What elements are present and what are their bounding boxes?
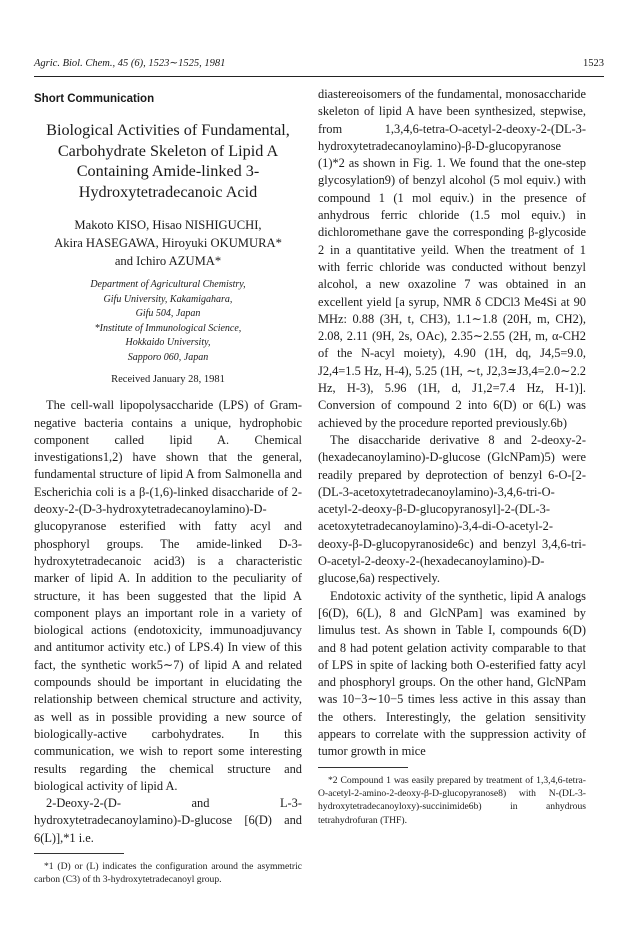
footnote: *2 Compound 1 was easily prepared by treatment of 1,3,4,6-tetra-O-acetyl-2-amino-2-deoxy-β-D-glucopyranose8) with N-(DL-3-hydroxytetradecanoyloxy)-succinimide6b) in anhydrous tetrahydrofuran (THF). [318,774,586,826]
affiliation-line: Sapporo 060, Japan [127,351,209,363]
body-paragraph: diastereoisomers of the fundamental, monosaccharide skeleton of lipid A have been synthesized, stepwise, from 1,3,4,6-tetra-O-acetyl-2-deoxy-2-(DL-3-hydroxytetradecanoylamino)-β-D-glucopyranose (1)*2 as shown in Fig. 1. We found that the one-step glycosylation9) of benzyl alcohol (5 mol equiv.) with compound 1 (1 mol equiv.) in the presence of anhydrous ferric chloride (1.5 mol equiv.) in dichloromethane gave the corresponding β-glycoside 2 in a quantitative yeild. When the treatment of 1 with ferric chloride was conducted without benzyl alcohol, a new oxazoline 7 was obtained in an excellent yield [a syrup, NMR δ CDCl3 Me4Si at 90 MHz: 0.88 (3H, t, CH3), 1.1∼1.8 (20H, m, CH2), 2.08, 2.11 (9H, 2s, OAc), 2.35∼2.55 (2H, m, α-CH2 of the N-acyl moiety), 4.90 (1H, dq, J4,5=9.0, J2,4=1.5 Hz, H-4), 5.25 (1H, ∼t, J2,3≃J3,4=2.0∼2.2 Hz, H-3), 5.96 (1H, d, J1,2=7.4 Hz, H-1)]. Conversion of compound 2 into 6(D) or 6(L) was achieved by the procedure reported previously.6b) [318,87,586,430]
author-line: Makoto KISO, Hisao NISHIGUCHI, [74,218,262,233]
right-column [318,86,586,827]
author-line: and Ichiro AZUMA* [114,254,222,269]
received-date: Received January 28, 1981 [111,374,225,386]
page-number: 1523 [583,58,604,69]
affiliation-line: *Institute of Immunological Science, [94,322,242,334]
left-column [34,86,302,887]
footnote: *1 (D) or (L) indicates the configuration around the asymmetric carbon (C3) of th 3-hydroxytetradecanoyl group. [34,861,302,886]
article-title: Biological Activities of Fundamental, Carbohydrate Skeleton of Lipid A Containing Amide-linked 3-Hydroxytetradecanoic Acid [46,121,290,201]
section-label: Short Communication [34,93,155,105]
body-paragraph: 2-Deoxy-2-(D- and L-3-hydroxytetradecanoylamino)-D-glucose [6(D) and 6(L)],*1 i.e. [34,796,302,845]
running-header [34,56,604,72]
body-paragraph: Endotoxic activity of the synthetic, lipid A analogs [6(D), 6(L), 8 and GlcNPam] was examined by limulus test. As shown in Table I, compounds 6(D) and 8 had potent gelation activity comparable to that of LPS in spite of lacking both O-esterified fatty acyl and phosphoryl groups. On the other hand, GlcNPam was 10−3∼10−5 times less active in this assay than the others. Interestingly, the gelation sensitivity appears to correlate with the suppression activity of tumor growth in mice [318,588,586,759]
affiliation-line: Department of Agricultural Chemistry, [90,279,246,291]
affiliations [34,278,302,365]
author-line: Akira HASEGAWA, Hiroyuki OKUMURA* [54,236,282,251]
footnote-rule [34,853,124,854]
journal-citation: Agric. Biol. Chem., 45 (6), 1523∼1525, 1981 [34,58,226,69]
affiliation-line: Gifu University, Kakamigahara, [103,293,233,305]
author-list [34,216,302,270]
footnote-rule [318,767,408,768]
body-paragraph: The disaccharide derivative 8 and 2-deoxy-2-(hexadecanoylamino)-D-glucose (GlcNPam)5) were readily prepared by deprotection of benzyl 6-O-[2-(DL-3-acetoxytetradecanoylamino)-3,4,6-tri-O-acetyl-2-deoxy-β-D-glucopyranosyl]-2-(DL-3-acetoxytetradecanoylamino)-3,4-di-O-acetyl-2-deoxy-β-D-glucopyranoside6c) and benzyl 3,4,6-tri-O-acetyl-2-deoxy-2-(hexadecanoylamino)-D-glucose,6a) respectively. [318,432,586,586]
header-rule [34,76,604,77]
affiliation-line: Hokkaido University, [125,337,211,349]
affiliation-line: Gifu 504, Japan [135,308,201,320]
body-paragraph: The cell-wall lipopolysaccharide (LPS) of Gram-negative bacteria contains a unique, hydrophobic component called lipid A. Chemical investigations1,2) have shown that the general, fundamental structure of lipid A from Salmonella and Escherichia coli is a β-(1,6)-linked disaccharide of 2-deoxy-2-(D-3-hydroxytetradecanoylamino)-D-glucopyranose esterified with fatty acyl and phosphoryl groups. The amide-linked D-3-hydroxytetradecanoic acid3) is a characteristic marker of lipid A. In addition to the peculiarity of structure, it has been suggested that the lipid A component plays an important role in a variety of biological actions (endotoxicity, immunoadjuvancy and antitumor activity etc.) of LPS.4) In view of this fact, the synthetic work5∼7) of lipid A and related compounds should be important in elucidating the relationship between chemical structure and activity, as well as in possible providing a new source of biologically-active carbohydrates. In this communication, we wish to report some interesting results regarding the chemical structure and biological activity of lipid A. [34,398,302,793]
